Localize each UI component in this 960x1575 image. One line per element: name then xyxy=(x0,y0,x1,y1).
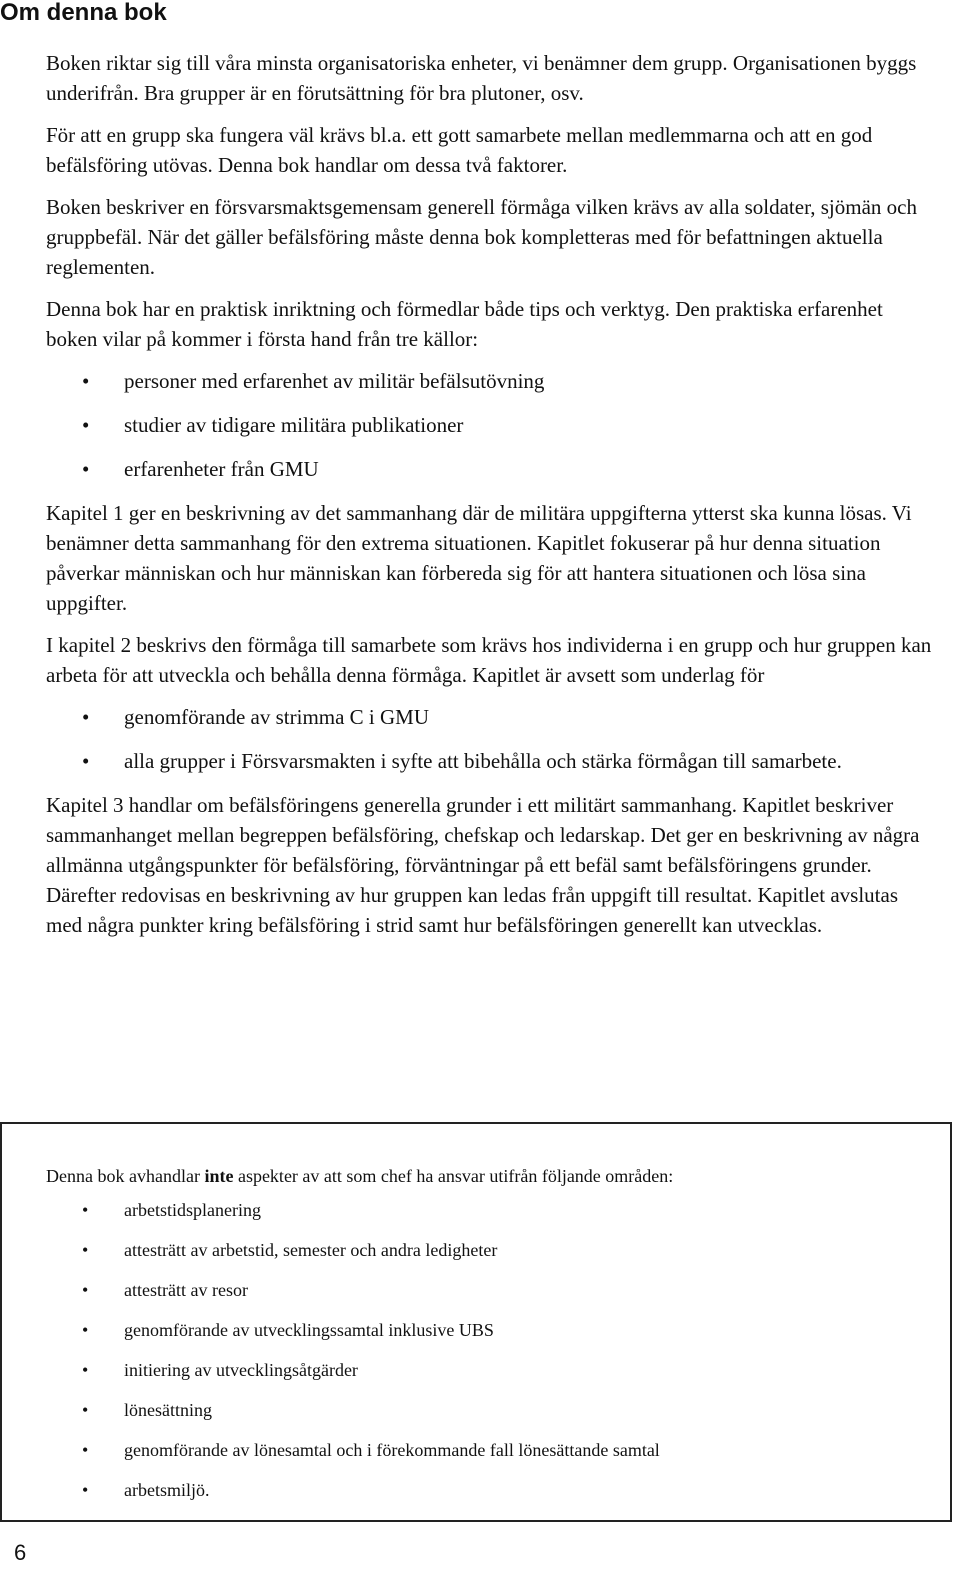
list-item: • arbetstidsplanering xyxy=(46,1196,926,1224)
list-item: • initiering av utvecklingsåtgärder xyxy=(46,1356,926,1384)
list-item: • alla grupper i Försvarsmakten i syfte att bibehålla och stärka förmågan till samarbete. xyxy=(46,746,936,776)
sources-list xyxy=(46,366,936,484)
bullet-icon: • xyxy=(82,705,90,729)
list-item: • genomförande av lönesamtal och i förekommande fall lönesättande samtal xyxy=(46,1436,926,1464)
bullet-icon: • xyxy=(82,1200,89,1220)
bullet-icon: • xyxy=(82,1320,89,1340)
paragraph-chapter-2: I kapitel 2 beskrivs den förmåga till samarbete som krävs hos individerna i en grupp och hur gruppen kan arbeta för att utveckla och behålla denna förmåga. Kapitlet är avsett som underlag för xyxy=(46,633,932,687)
bullet-icon: • xyxy=(82,457,90,481)
bullet-icon: • xyxy=(82,1240,89,1260)
scope-list xyxy=(46,1196,926,1504)
bullet-icon: • xyxy=(82,1400,89,1420)
list-item: • attesträtt av arbetstid, semester och andra ledigheter xyxy=(46,1236,926,1264)
scope-box xyxy=(0,1122,952,1522)
paragraph-focus: För att en grupp ska fungera väl krävs bl.a. ett gott samarbete mellan medlemmarna och att en god befälsföring utövas. Denna bok handlar om dessa två faktorer. xyxy=(46,123,873,177)
bullet-icon: • xyxy=(82,1480,89,1500)
list-item: • personer med erfarenhet av militär befälsutövning xyxy=(46,366,936,396)
paragraph-chapter-1: Kapitel 1 ger en beskrivning av det sammanhang där de militära uppgifterna ytterst ska kunna lösas. Vi benämner detta sammanhang för den extrema situationen. Kapitlet fokuserar på hur denna situation påverkar människan och hur människan kan förbereda sig för att hantera situationen och lösa sina uppgifter. xyxy=(46,501,912,615)
bullet-icon: • xyxy=(82,1440,89,1460)
list-item: • lönesättning xyxy=(46,1396,926,1424)
paragraph-sources: Denna bok har en praktisk inriktning och förmedlar både tips och verktyg. Den praktiska erfarenhet boken vilar på kommer i första hand från tre källor: xyxy=(46,297,883,351)
bullet-icon: • xyxy=(82,1280,89,1300)
page-title: Om denna bok xyxy=(0,0,167,26)
list-item: • genomförande av utvecklingssamtal inklusive UBS xyxy=(46,1316,926,1344)
bullet-icon: • xyxy=(82,749,90,773)
bullet-icon: • xyxy=(82,369,90,393)
bullet-icon: • xyxy=(82,413,90,437)
list-item: • studier av tidigare militära publikationer xyxy=(46,410,936,440)
list-item: • genomförande av strimma C i GMU xyxy=(46,702,936,732)
list-item: • attesträtt av resor xyxy=(46,1276,926,1304)
paragraph-capability: Boken beskriver en försvarsmaktsgemensam generell förmåga vilken krävs av alla soldater, sjömän och gruppbefäl. När det gäller befälsföring måste denna bok kompletteras med för befattningen aktuella reglementen. xyxy=(46,195,917,279)
page-number: 6 xyxy=(14,1540,27,1565)
body-text xyxy=(46,48,936,952)
scope-intro: Denna bok avhandlar inte aspekter av att som chef ha ansvar utifrån följande områden: xyxy=(46,1166,674,1186)
paragraph-chapter-3: Kapitel 3 handlar om befälsföringens generella grunder i ett militärt sammanhang. Kapitlet beskriver sammanhanget mellan begreppen befälsföring, chefskap och ledarskap. Det ger en beskrivning av några allmänna utgångspunkter för befälsföring, förväntningar på ett befäl samt befälsföringens grunder. Därefter redovisas en beskrivning av hur gruppen kan ledas från uppgift till resultat. Kapitlet avslutas med några punkter kring befälsföring i strid samt hur befälsföringen generellt kan utvecklas. xyxy=(46,793,920,937)
chapter-2-list xyxy=(46,702,936,776)
paragraph-intro: Boken riktar sig till våra minsta organisatoriska enheter, vi benämner dem grupp. Organisationen byggs underifrån. Bra grupper är en förutsättning för bra plutoner, osv. xyxy=(46,51,917,105)
list-item: • arbetsmiljö. xyxy=(46,1476,926,1504)
bullet-icon: • xyxy=(82,1360,89,1380)
list-item: • erfarenheter från GMU xyxy=(46,454,936,484)
